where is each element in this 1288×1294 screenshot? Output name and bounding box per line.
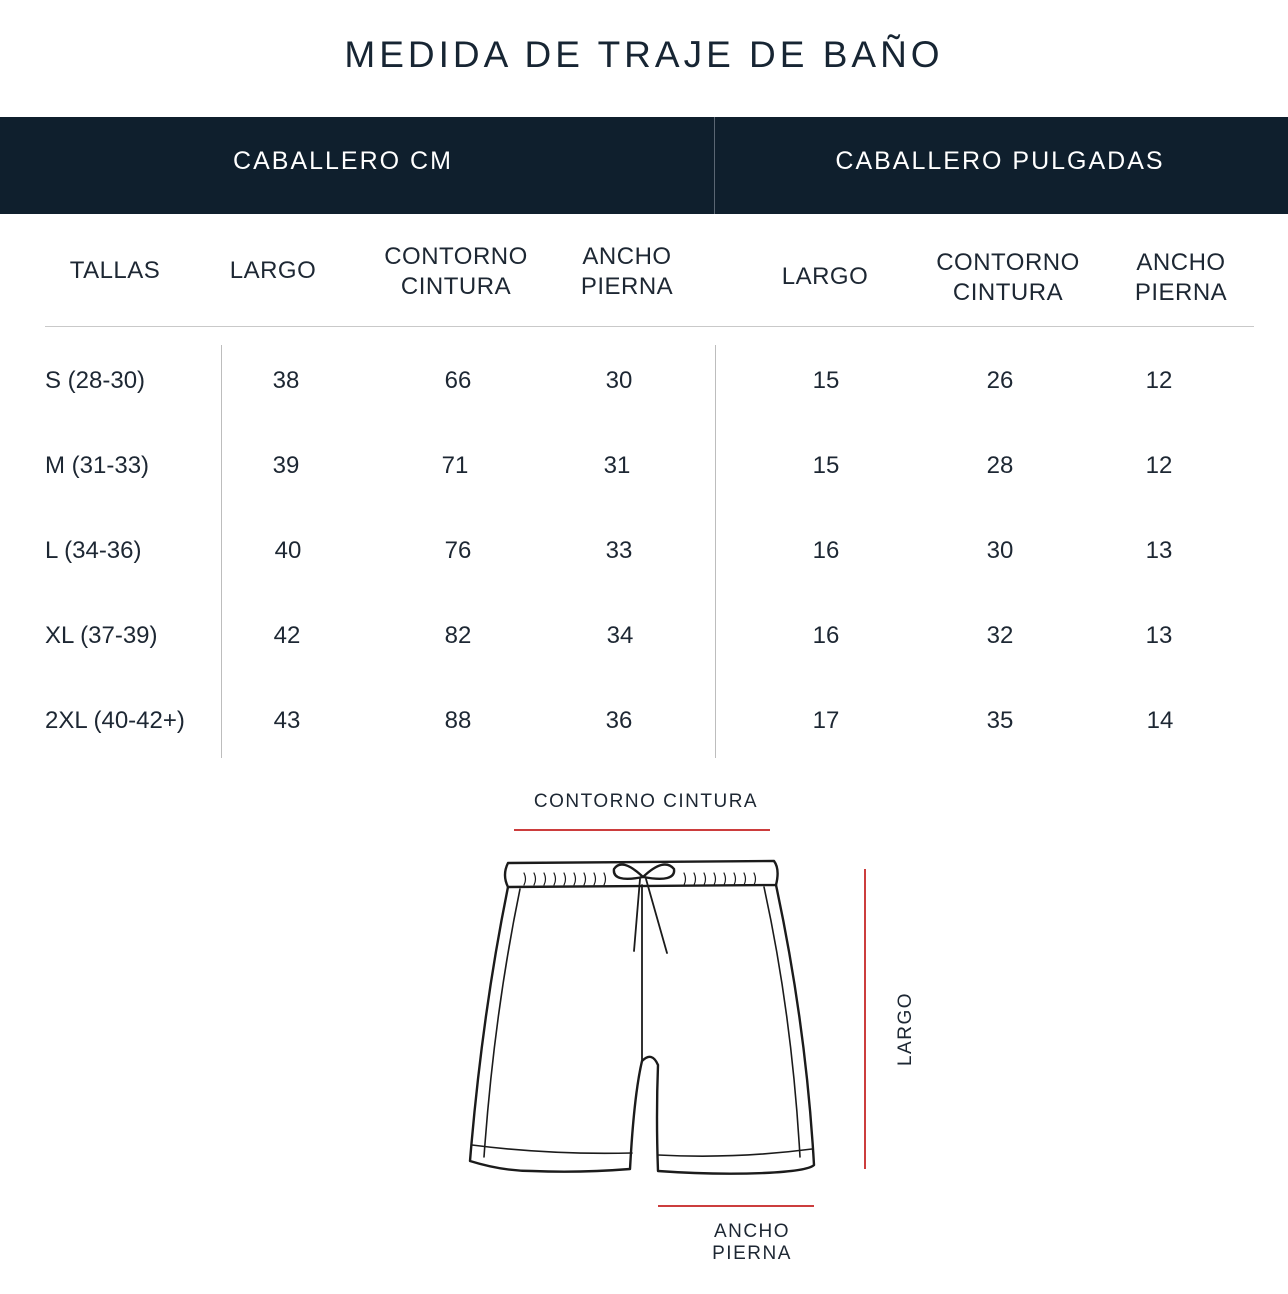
table-cell: 32: [986, 622, 1014, 649]
table-cell: 12: [1145, 367, 1173, 394]
table-cell: 17: [812, 707, 840, 734]
column-header-line: CINTURA: [952, 279, 1064, 306]
table-cell-size: 2XL (40-42+): [45, 707, 185, 734]
table-cell: 43: [273, 707, 301, 734]
column-header-in-contorno: [923, 248, 1093, 308]
column-header-line: PIERNA: [580, 273, 674, 300]
table-cell-size: M (31-33): [45, 452, 150, 479]
section-divider: [714, 117, 715, 214]
table-cell: 39: [272, 452, 300, 479]
table-cell: 35: [986, 707, 1014, 734]
table-cell: 38: [272, 367, 300, 394]
units-divider: [715, 345, 716, 758]
table-cell: 66: [444, 367, 472, 394]
table-cell: 15: [812, 452, 840, 479]
table-cell: 12: [1145, 452, 1173, 479]
length-label: LARGO: [895, 991, 916, 1067]
table-cell: 13: [1145, 537, 1173, 564]
column-header-line: ANCHO: [582, 243, 672, 270]
table-cell: 31: [603, 452, 631, 479]
header-rule: [45, 326, 1254, 327]
table-cell: 76: [444, 537, 472, 564]
column-header-line: LARGO: [229, 257, 317, 284]
table-cell: 30: [986, 537, 1014, 564]
section-label-cm: CABALLERO CM: [233, 147, 453, 175]
column-header-cm-ancho: [557, 242, 697, 302]
column-header-cm-largo: [213, 256, 333, 286]
table-cell: 16: [812, 537, 840, 564]
column-header-cm-contorno: [371, 242, 541, 302]
table-cell: 71: [441, 452, 469, 479]
table-cell: 34: [606, 622, 634, 649]
table-cell: 36: [605, 707, 633, 734]
sizes-divider: [221, 345, 222, 758]
waist-label: CONTORNO CINTURA: [533, 791, 759, 812]
table-cell: 42: [273, 622, 301, 649]
column-header-line: LARGO: [781, 263, 869, 290]
table-cell: 40: [274, 537, 302, 564]
table-cell: 28: [986, 452, 1014, 479]
column-header-sizes: TALLAS: [69, 257, 161, 284]
section-label-inches: CABALLERO PULGADAS: [835, 147, 1165, 175]
leg-width-label-line: PIERNA: [712, 1243, 792, 1264]
table-cell: 14: [1146, 707, 1174, 734]
table-cell: 33: [605, 537, 633, 564]
leg-measure-line: [658, 1205, 814, 1207]
table-cell-size: L (34-36): [45, 537, 142, 564]
column-header-line: PIERNA: [1134, 279, 1228, 306]
leg-width-label-line: ANCHO: [713, 1221, 791, 1242]
column-header-line: CONTORNO: [936, 249, 1080, 276]
table-cell: 15: [812, 367, 840, 394]
table-cell-size: XL (37-39): [45, 622, 158, 649]
column-header-line: CONTORNO: [384, 243, 528, 270]
swim-shorts-icon: [462, 855, 826, 1185]
table-cell: 16: [812, 622, 840, 649]
column-header-in-ancho: [1111, 248, 1251, 308]
table-cell: 30: [605, 367, 633, 394]
table-cell: 13: [1145, 622, 1173, 649]
waist-measure-line: [514, 829, 770, 831]
column-header-line: ANCHO: [1136, 249, 1226, 276]
table-cell: 82: [444, 622, 472, 649]
page-title: MEDIDA DE TRAJE DE BAÑO: [344, 34, 944, 75]
leg-width-label: [692, 1221, 812, 1265]
table-cell: 26: [986, 367, 1014, 394]
column-header-line: CINTURA: [400, 273, 512, 300]
length-measure-line: [864, 869, 866, 1169]
table-cell-size: S (28-30): [45, 367, 146, 394]
column-header-in-largo: [765, 262, 885, 292]
table-cell: 88: [444, 707, 472, 734]
